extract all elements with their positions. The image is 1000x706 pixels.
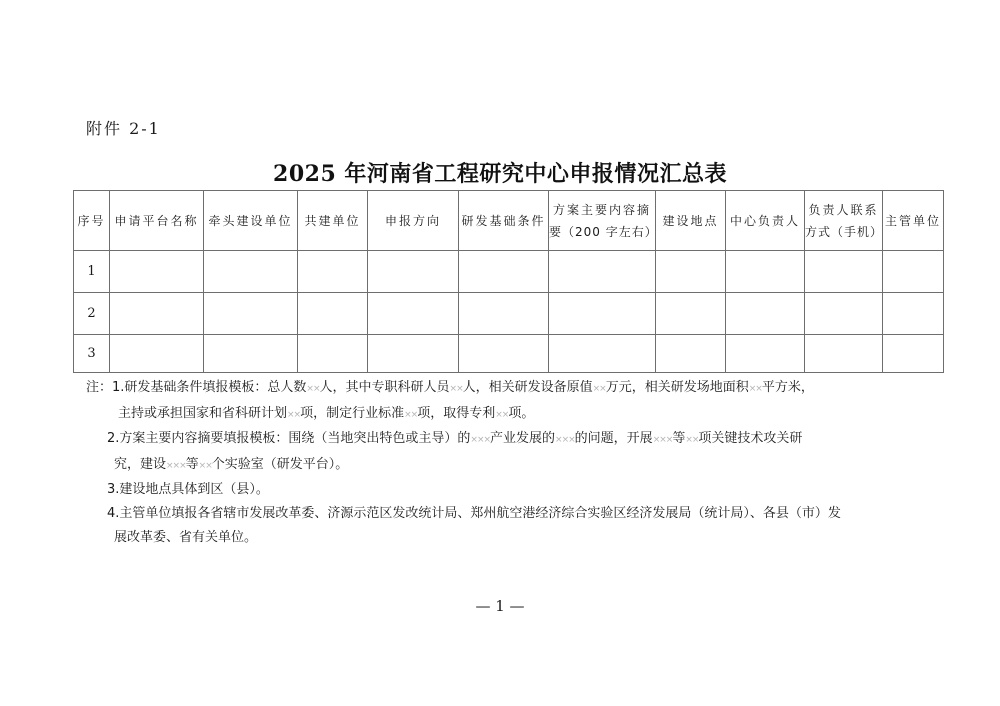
table-cell[interactable] [110, 251, 204, 293]
placeholder-mark: ×× [449, 384, 463, 394]
table-cell[interactable] [368, 293, 459, 335]
col-header-contact-line1: 负责人联系 [808, 202, 879, 217]
table-cell[interactable] [726, 251, 805, 293]
col-header-plan-summary-line2: 要（200 字左右） [549, 224, 658, 239]
table-cell[interactable] [656, 251, 726, 293]
placeholder-mark: ×× [685, 435, 699, 446]
note-text: 等 [185, 456, 199, 472]
table-cell[interactable] [883, 335, 944, 373]
note-text: 产业发展的 [490, 431, 556, 447]
table-cell[interactable] [805, 293, 883, 335]
note-text: 究，建设 [114, 456, 167, 472]
note-1-line1 [86, 376, 841, 402]
notes-prefix: 注： [86, 380, 113, 395]
row-index: 2 [74, 293, 110, 335]
col-header-lead-unit: 牵头建设单位 [204, 191, 298, 251]
note-text: 平方米， [761, 380, 814, 395]
table-cell[interactable] [726, 293, 805, 335]
note-2-line2 [86, 453, 841, 479]
table-cell[interactable] [110, 335, 204, 373]
note-text: 项关键技术攻关研 [698, 431, 803, 447]
placeholder-mark: ×× [306, 384, 320, 394]
placeholder-mark: ××× [652, 435, 673, 446]
row-index: 1 [74, 251, 110, 293]
table-cell[interactable] [298, 293, 368, 335]
note-text: 万元，相关研发场地面积 [605, 380, 749, 395]
attachment-label: 附件 2-1 [86, 119, 161, 138]
placeholder-mark: ×× [198, 460, 212, 471]
table-cell[interactable] [298, 335, 368, 373]
note-text: 1.研发基础条件填报模板：总人数 [112, 380, 307, 395]
table-cell[interactable] [883, 251, 944, 293]
col-header-plan-summary-line1: 方案主要内容摘 [552, 202, 651, 217]
placeholder-mark: ×× [404, 409, 418, 420]
table-cell[interactable] [368, 251, 459, 293]
note-text: 等 [672, 431, 686, 447]
placeholder-mark: ×× [495, 409, 509, 420]
table-cell[interactable] [883, 293, 944, 335]
placeholder-mark: ××× [470, 435, 491, 446]
table-row [74, 335, 944, 373]
table-row [74, 251, 944, 293]
placeholder-mark: ××× [555, 435, 575, 446]
table-cell[interactable] [459, 251, 549, 293]
table-cell[interactable] [805, 335, 883, 373]
table-cell[interactable] [298, 251, 368, 293]
note-text: 2.方案主要内容摘要填报模板：围绕（当地突出特色或主导）的 [107, 431, 471, 447]
table-cell[interactable] [110, 293, 204, 335]
col-header-location: 建设地点 [656, 191, 726, 251]
document-title: 2025 年河南省工程研究中心申报情况汇总表 [273, 161, 727, 187]
col-header-plan-summary [549, 191, 656, 251]
table-cell[interactable] [549, 335, 656, 373]
table-header-row [74, 191, 944, 251]
col-header-supervisor: 主管单位 [883, 191, 944, 251]
placeholder-mark: ××× [166, 460, 186, 471]
table-cell[interactable] [726, 335, 805, 373]
col-header-platform-name: 申请平台名称 [110, 191, 204, 251]
col-header-index: 序号 [74, 191, 110, 251]
row-index: 3 [74, 335, 110, 373]
note-1-line2 [86, 402, 841, 428]
table-cell[interactable] [656, 335, 726, 373]
note-text: 个实验室（研发平台）。 [211, 456, 349, 472]
note-text: 主持或承担国家和省科研计划 [118, 405, 288, 421]
note-3: 3.建设地点具体到区（县）。 [107, 482, 269, 498]
col-header-co-builder: 共建单位 [298, 191, 368, 251]
note-text: 的问题，开展 [574, 431, 653, 447]
table-cell[interactable] [368, 335, 459, 373]
note-text: 项，制定行业标准 [300, 405, 405, 421]
notes-section [86, 376, 841, 549]
note-2-line1 [86, 427, 841, 453]
placeholder-mark: ×× [748, 384, 762, 394]
table-cell[interactable] [204, 293, 298, 335]
table-cell[interactable] [656, 293, 726, 335]
note-text: 人，其中专职科研人员 [319, 380, 450, 395]
table-cell[interactable] [459, 293, 549, 335]
summary-table [73, 190, 944, 373]
table-cell[interactable] [805, 251, 883, 293]
note-4-line2: 展改革委、省有关单位。 [114, 529, 258, 545]
col-header-direction: 申报方向 [368, 191, 459, 251]
note-4-line1: 4.主管单位填报各省辖市发展改革委、济源示范区发改统计局、郑州航空港经济综合实验区经济发展局（统计局）、各县（市）发 [107, 505, 841, 521]
note-text: 项，取得专利 [417, 405, 496, 421]
col-header-rd-basis: 研发基础条件 [459, 191, 549, 251]
table-cell[interactable] [459, 335, 549, 373]
table-cell[interactable] [204, 251, 298, 293]
placeholder-mark: ×× [287, 409, 301, 420]
col-header-contact-line2: 方式（手机） [805, 224, 884, 239]
col-header-contact [805, 191, 883, 251]
table-cell[interactable] [549, 293, 656, 335]
table-cell[interactable] [204, 335, 298, 373]
table-cell[interactable] [549, 251, 656, 293]
note-text: 人，相关研发设备原值 [462, 380, 593, 395]
placeholder-mark: ×× [592, 384, 606, 394]
col-header-center-lead: 中心负责人 [726, 191, 805, 251]
note-text: 项。 [508, 405, 535, 421]
page-number: — 1 — [475, 597, 525, 615]
table-row [74, 293, 944, 335]
